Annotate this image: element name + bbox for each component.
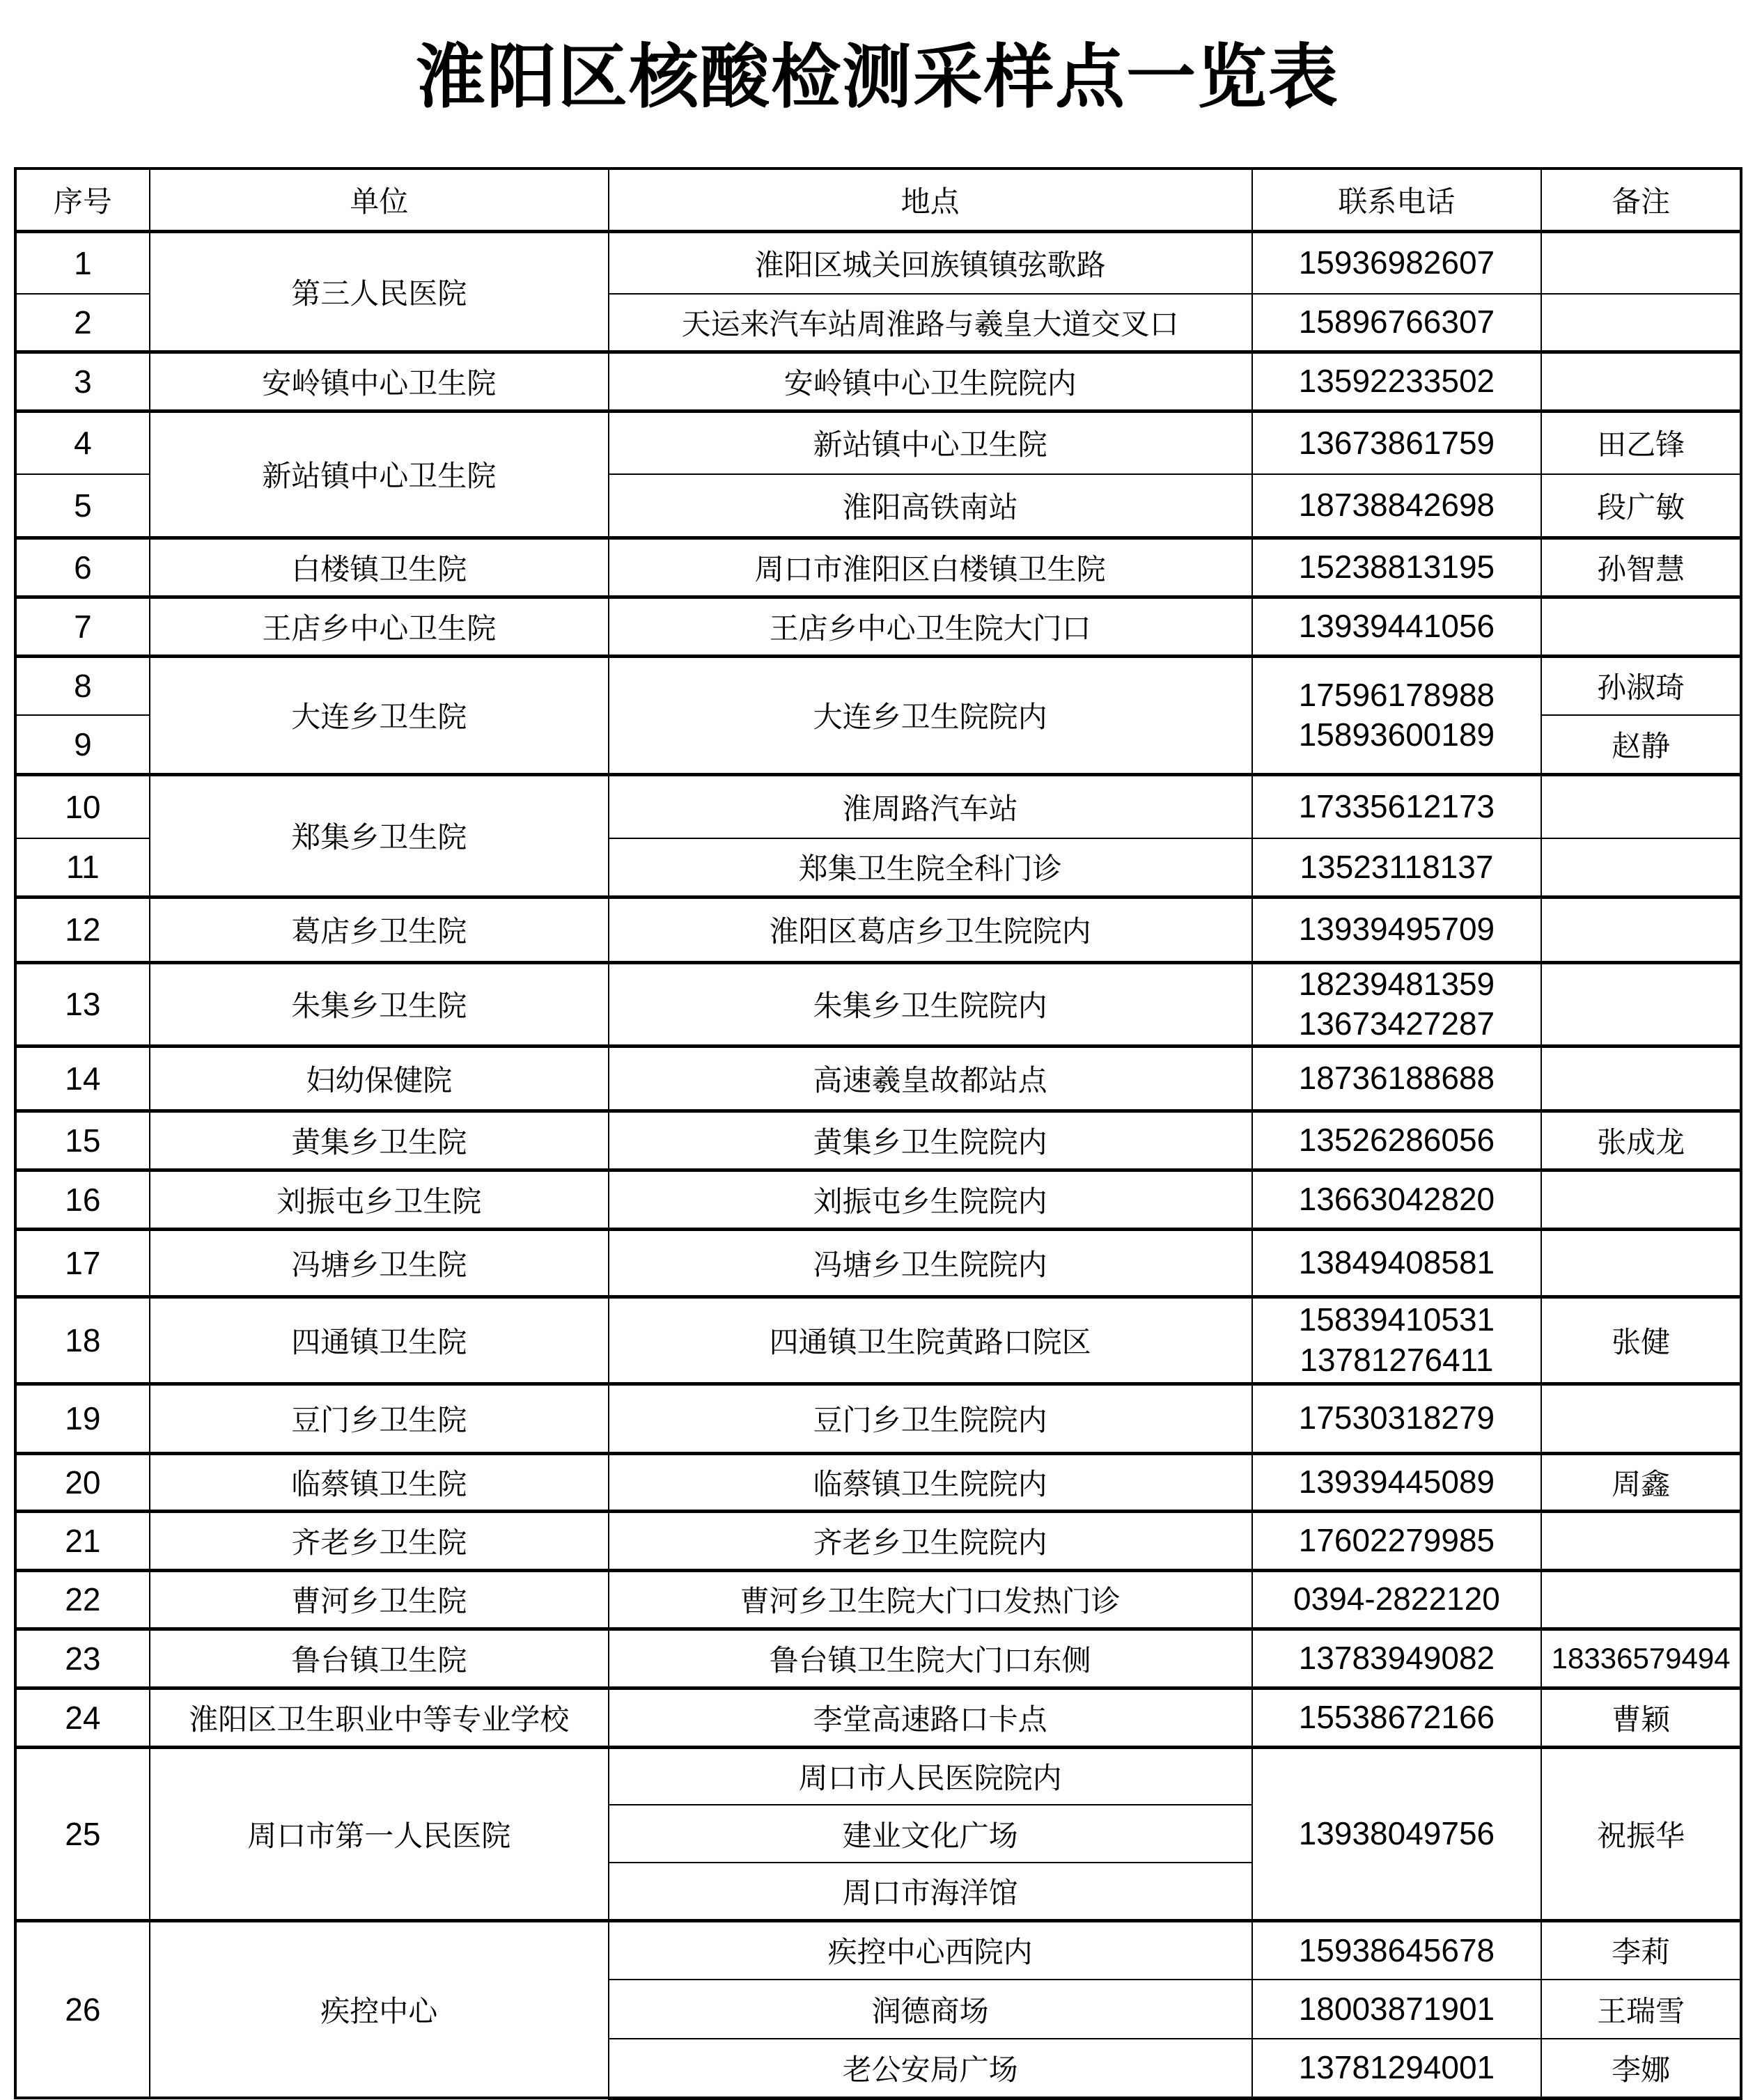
cell-note: 张健 — [1541, 1296, 1741, 1384]
cell-phone: 13783949082 — [1252, 1629, 1542, 1688]
cell-location: 黄集乡卫生院院内 — [609, 1111, 1252, 1170]
cell-location: 淮阳区城关回族镇镇弦歌路 — [609, 231, 1252, 294]
cell-phone: 17530318279 — [1252, 1384, 1542, 1453]
phone-line: 15893600189 — [1298, 716, 1495, 753]
cell-no: 5 — [15, 474, 150, 538]
cell-no: 8 — [15, 656, 150, 715]
table-row — [15, 1629, 1741, 1688]
table-row — [15, 1747, 1741, 1805]
phone-line: 18239481359 — [1298, 965, 1495, 1002]
cell-location: 新站镇中心卫生院 — [609, 411, 1252, 474]
phone-line: 15839410531 — [1298, 1301, 1495, 1338]
cell-phone: 18738842698 — [1252, 474, 1542, 538]
table-row — [15, 1111, 1741, 1170]
cell-unit: 齐老乡卫生院 — [150, 1511, 609, 1570]
cell-unit: 葛店乡卫生院 — [150, 897, 609, 962]
cell-no: 26 — [15, 1920, 150, 2098]
cell-phone: 18736188688 — [1252, 1046, 1542, 1111]
cell-phone: 13849408581 — [1252, 1229, 1542, 1296]
cell-location: 淮周路汽车站 — [609, 774, 1252, 838]
cell-unit: 冯塘乡卫生院 — [150, 1229, 609, 1296]
phone-line: 13673427287 — [1298, 1005, 1495, 1042]
cell-note — [1541, 962, 1741, 1046]
cell-note — [1541, 774, 1741, 838]
phone-line: 13781276411 — [1300, 1341, 1494, 1378]
table-row — [15, 597, 1741, 656]
table-row — [15, 352, 1741, 411]
cell-phone: 15538672166 — [1252, 1688, 1542, 1747]
cell-unit: 王店乡中心卫生院 — [150, 597, 609, 656]
cell-note — [1541, 897, 1741, 962]
table-row — [15, 411, 1741, 474]
cell-no: 12 — [15, 897, 150, 962]
cell-note: 周鑫 — [1541, 1453, 1741, 1511]
cell-unit: 安岭镇中心卫生院 — [150, 352, 609, 411]
table-row — [15, 538, 1741, 597]
cell-unit: 妇幼保健院 — [150, 1046, 609, 1111]
cell-no: 6 — [15, 538, 150, 597]
cell-location: 建业文化广场 — [609, 1805, 1252, 1863]
cell-phone: 15938645678 — [1252, 1920, 1542, 1980]
column-header-location: 地点 — [609, 169, 1252, 231]
cell-phone: 13939441056 — [1252, 597, 1542, 656]
cell-note — [1541, 1384, 1741, 1453]
cell-location: 冯塘乡卫生院院内 — [609, 1229, 1252, 1296]
table-row — [15, 1229, 1741, 1296]
cell-note: 孙智慧 — [1541, 538, 1741, 597]
cell-location: 朱集乡卫生院院内 — [609, 962, 1252, 1046]
cell-unit: 郑集乡卫生院 — [150, 774, 609, 897]
cell-note: 孙淑琦 — [1541, 656, 1741, 715]
column-header-unit: 单位 — [150, 169, 609, 231]
cell-no: 23 — [15, 1629, 150, 1688]
cell-note — [1541, 838, 1741, 897]
cell-no: 2 — [15, 294, 150, 352]
cell-no: 7 — [15, 597, 150, 656]
table-row — [15, 1296, 1741, 1384]
cell-no: 16 — [15, 1170, 150, 1229]
cell-phone: 18003871901 — [1252, 1980, 1542, 2039]
cell-phone: 0394-2822120 — [1252, 1570, 1542, 1629]
cell-note — [1541, 352, 1741, 411]
cell-no: 1 — [15, 231, 150, 294]
cell-phone: 15238813195 — [1252, 538, 1542, 597]
cell-location: 鲁台镇卫生院大门口东侧 — [609, 1629, 1252, 1688]
cell-no: 17 — [15, 1229, 150, 1296]
cell-location: 刘振屯乡生院院内 — [609, 1170, 1252, 1229]
cell-location: 安岭镇中心卫生院院内 — [609, 352, 1252, 411]
cell-phone — [1252, 1296, 1542, 1384]
cell-no: 25 — [15, 1747, 150, 1920]
cell-location: 老公安局广场 — [609, 2039, 1252, 2098]
cell-location: 郑集卫生院全科门诊 — [609, 838, 1252, 897]
cell-note — [1541, 597, 1741, 656]
cell-phone: 13938049756 — [1252, 1747, 1542, 1920]
cell-phone: 13526286056 — [1252, 1111, 1542, 1170]
cell-location: 周口市海洋馆 — [609, 1863, 1252, 1920]
cell-note — [1541, 294, 1741, 352]
cell-note: 赵静 — [1541, 715, 1741, 774]
cell-location: 大连乡卫生院院内 — [609, 656, 1252, 774]
cell-no: 20 — [15, 1453, 150, 1511]
header-row — [15, 169, 1741, 231]
cell-note: 李娜 — [1541, 2039, 1741, 2098]
cell-location: 淮阳高铁南站 — [609, 474, 1252, 538]
table-row — [15, 656, 1741, 715]
column-header-phone: 联系电话 — [1252, 169, 1542, 231]
cell-location: 润德商场 — [609, 1980, 1252, 2039]
cell-note: 张成龙 — [1541, 1111, 1741, 1170]
cell-note — [1541, 1229, 1741, 1296]
table-row — [15, 231, 1741, 294]
cell-note — [1541, 1570, 1741, 1629]
table-row — [15, 1570, 1741, 1629]
cell-phone — [1252, 962, 1542, 1046]
cell-location: 淮阳区葛店乡卫生院院内 — [609, 897, 1252, 962]
cell-location: 疾控中心西院内 — [609, 1920, 1252, 1980]
cell-no: 13 — [15, 962, 150, 1046]
cell-unit: 鲁台镇卫生院 — [150, 1629, 609, 1688]
cell-no: 21 — [15, 1511, 150, 1570]
cell-phone: 17602279985 — [1252, 1511, 1542, 1570]
cell-note: 18336579494 — [1541, 1629, 1741, 1688]
cell-no: 3 — [15, 352, 150, 411]
cell-unit: 刘振屯乡卫生院 — [150, 1170, 609, 1229]
cell-location: 李堂高速路口卡点 — [609, 1688, 1252, 1747]
cell-no: 4 — [15, 411, 150, 474]
table-row — [15, 1453, 1741, 1511]
cell-phone: 15896766307 — [1252, 294, 1542, 352]
table-row — [15, 1046, 1741, 1111]
cell-location: 王店乡中心卫生院大门口 — [609, 597, 1252, 656]
cell-no: 9 — [15, 715, 150, 774]
phone-line: 17596178988 — [1298, 676, 1495, 713]
cell-phone: 13781294001 — [1252, 2039, 1542, 2098]
cell-note — [1541, 1511, 1741, 1570]
cell-unit: 疾控中心 — [150, 1920, 609, 2098]
cell-unit: 曹河乡卫生院 — [150, 1570, 609, 1629]
cell-no: 18 — [15, 1296, 150, 1384]
sampling-points-table — [14, 167, 1742, 2100]
cell-unit: 白楼镇卫生院 — [150, 538, 609, 597]
cell-no: 15 — [15, 1111, 150, 1170]
table-row — [15, 1511, 1741, 1570]
table-row — [15, 962, 1741, 1046]
cell-location: 天运来汽车站周淮路与羲皇大道交叉口 — [609, 294, 1252, 352]
cell-unit: 新站镇中心卫生院 — [150, 411, 609, 538]
cell-no: 10 — [15, 774, 150, 838]
cell-phone: 13939495709 — [1252, 897, 1542, 962]
cell-unit: 豆门乡卫生院 — [150, 1384, 609, 1453]
cell-note: 田乙锋 — [1541, 411, 1741, 474]
cell-no: 24 — [15, 1688, 150, 1747]
cell-note — [1541, 231, 1741, 294]
column-header-note: 备注 — [1541, 169, 1741, 231]
cell-no: 14 — [15, 1046, 150, 1111]
cell-phone: 17335612173 — [1252, 774, 1542, 838]
table-row — [15, 1384, 1741, 1453]
cell-unit: 大连乡卫生院 — [150, 656, 609, 774]
table-header — [15, 169, 1741, 231]
cell-unit: 淮阳区卫生职业中等专业学校 — [150, 1688, 609, 1747]
cell-unit: 四通镇卫生院 — [150, 1296, 609, 1384]
table-row — [15, 1920, 1741, 1980]
cell-no: 19 — [15, 1384, 150, 1453]
cell-note — [1541, 1046, 1741, 1111]
cell-phone: 13673861759 — [1252, 411, 1542, 474]
cell-no: 11 — [15, 838, 150, 897]
table-row — [15, 774, 1741, 838]
page-title: 淮阳区核酸检测采样点一览表 — [416, 38, 1339, 116]
cell-location: 高速羲皇故都站点 — [609, 1046, 1252, 1111]
cell-phone: 13663042820 — [1252, 1170, 1542, 1229]
column-header-no: 序号 — [15, 169, 150, 231]
cell-location: 临蔡镇卫生院院内 — [609, 1453, 1252, 1511]
cell-location: 周口市人民医院院内 — [609, 1747, 1252, 1805]
cell-note: 段广敏 — [1541, 474, 1741, 538]
cell-note: 祝振华 — [1541, 1747, 1741, 1920]
cell-unit: 临蔡镇卫生院 — [150, 1453, 609, 1511]
cell-note: 李莉 — [1541, 1920, 1741, 1980]
table-row — [15, 1170, 1741, 1229]
table-row — [15, 897, 1741, 962]
cell-note: 曹颖 — [1541, 1688, 1741, 1747]
cell-phone — [1252, 656, 1542, 774]
table-body — [15, 231, 1741, 2098]
cell-phone: 13592233502 — [1252, 352, 1542, 411]
cell-phone: 13939445089 — [1252, 1453, 1542, 1511]
cell-note — [1541, 1170, 1741, 1229]
cell-no: 22 — [15, 1570, 150, 1629]
cell-location: 豆门乡卫生院院内 — [609, 1384, 1252, 1453]
cell-location: 四通镇卫生院黄路口院区 — [609, 1296, 1252, 1384]
cell-unit: 黄集乡卫生院 — [150, 1111, 609, 1170]
cell-phone: 15936982607 — [1252, 231, 1542, 294]
cell-location: 曹河乡卫生院大门口发热门诊 — [609, 1570, 1252, 1629]
cell-unit: 朱集乡卫生院 — [150, 962, 609, 1046]
cell-unit: 周口市第一人民医院 — [150, 1747, 609, 1920]
cell-note: 王瑞雪 — [1541, 1980, 1741, 2039]
cell-unit: 第三人民医院 — [150, 231, 609, 352]
cell-location: 齐老乡卫生院院内 — [609, 1511, 1252, 1570]
table-row — [15, 1688, 1741, 1747]
cell-phone: 13523118137 — [1252, 838, 1542, 897]
cell-location: 周口市淮阳区白楼镇卫生院 — [609, 538, 1252, 597]
